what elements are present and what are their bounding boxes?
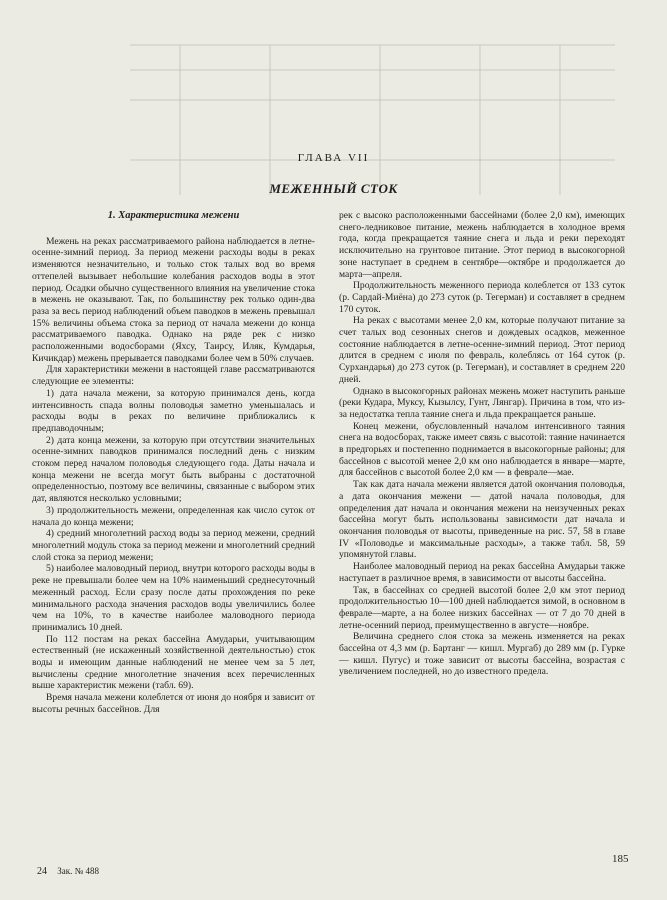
chapter-label: ГЛАВА VII: [297, 152, 370, 164]
paragraph: Время начала межени колеблется от июня до ноября и зависит от высоты речных бассейнов. Для: [32, 692, 315, 715]
paragraph: 5) наиболее маловодный период, внутри которого расходы воды в реке не превышали более чем на 10% наименьший среднесуточный меженный расход. Если сразу после даты прохождения по реке минимального расхода значения расходов воды увеличились более чем на 10%, то в качестве наиболее маловодного периода принимались 10 дней.: [32, 563, 315, 633]
paragraph: Конец межени, обусловленный началом интенсивного таяния снега на водосборах, также имеет связь с высотой: таяние начинается в предгорьях и постепенно поднимается в высокогорные районы; для бассейнов с высотой менее 2,0 км оно наблюдается в январе—марте, для бассейнов с высотой более 2,0 км — в феврале—мае.: [339, 420, 625, 479]
paragraph: По 112 постам на реках бассейна Амударьи, учитывающим естественный (не искаженный хозяйственной деятельностью) сток воды и имеющим данные наблюдений не менее чем за 5 лет, вычислены средние многолетние значения всех перечисленных выше характеристик межени (табл. 69).: [32, 633, 315, 692]
paragraph: На реках с высотами менее 2,0 км, которые получают питание за счет талых вод сезонных снегов и дождевых осадков, меженное состояние наблюдается в летне-осенне-зимний период. Этот период длится в среднем с июля по февраль, колеблясь от 164 суток (р. Сурхандарья) до 273 суток (р. Тегерман), и составляет в среднем 220 дней.: [339, 315, 625, 385]
order-number: Зак. № 488: [57, 866, 99, 876]
paragraph: Наиболее маловодный период на реках бассейна Амударьи также наступает в различное время, в зависимости от высоты бассейна.: [339, 561, 625, 584]
paragraph: рек с высоко расположенными бассейнами (более 2,0 км), имеющих снего-ледниковое питание, межень наблюдается в холодное время года, когда прекращается таяние снега и льда и реки переходят исключительно на грунтовое питание. Этот период в высокогорной зоне наступает в среднем в сентябре—октябре и продолжается до марта—апреля.: [339, 210, 625, 280]
left-column: [32, 208, 315, 716]
paragraph: Продолжительность меженного периода колеблется от 133 суток (р. Сардай-Миёна) до 273 суток (р. Тегерман) и составляет в среднем 170 суток.: [339, 280, 625, 315]
page-number: 185: [612, 853, 629, 865]
right-column: [339, 210, 625, 678]
paragraph: Величина среднего слоя стока за межень изменяется на реках бассейна от 4,3 мм (р. Бартанг — кишл. Мургаб) до 289 мм (р. Гурке — кишл. Пугус) и тоже зависит от высоты бассейна, возрастая с увеличением последней, но до известного предела.: [339, 631, 625, 678]
show-through-table-ghost: [120, 0, 620, 195]
paragraph: 4) средний многолетний расход воды за период межени, средний многолетний модуль стока за период межени и многолетний средний слой стока за период межени;: [32, 528, 315, 563]
paragraph: Так как дата начала межени является датой окончания половодья, а дата окончания межени — датой начала половодья, для определения дат начала и окончания межени на неизученных реках бассейна могут быть использованы зависимости дат начала и окончания половодья от высоты, приведенные на рис. 57, 58 в главе IV «Половодье и максимальные расходы», а также табл. 58, 59 упомянутой главы.: [339, 479, 625, 561]
printer-footer: [37, 866, 99, 877]
chapter-title: МЕЖЕННЫЙ СТОК: [269, 181, 398, 196]
paragraph: 3) продолжительность межени, определенная как число суток от начала до конца межени;: [32, 504, 315, 528]
paragraph: 1) дата начала межени, за которую принимался день, когда интенсивность спада волны половодья заметно уменьшалась и расходы воды в реках по величине приближались к предпаводочным;: [32, 387, 315, 434]
signature-mark: 24: [37, 866, 47, 877]
paragraph: Однако в высокогорных районах межень может наступить раньше (реки Кудара, Муксу, Кызылсу, Гунт, Лянгар). Причина в том, что из-за недостатка тепла таяние снега и льда прекращается раньше.: [339, 385, 625, 420]
paragraph: Межень на реках рассматриваемого района наблюдается в летне-осенне-зимний период. За период межени расходы воды в реках изменяются незначительно, и только сток талых вод во время оттепелей вызывает небольшие колебания расходов воды в этот период. Осадки обычно существенного влияния на увеличение стока в межень не оказывают. Так, по большинству рек только один-два раза за весь период наблюдений объем паводков в межень превышал 15% величины объема стока за период от начала межени до конца рассматриваемого паводка. Однако на ряде рек с низко расположенными водосборами (Яхсу, Таирсу, Иляк, Кумдарья, Кичикдар) межень прерывается паводками более чем в 50% случаев.: [32, 235, 315, 364]
paragraph: Так, в бассейнах со средней высотой более 2,0 км этот период продолжительностью 10—100 дней наблюдается зимой, в основном в феврале—марте, а на более низких бассейнах — от 7 до 70 дней в летне-осенний период, преимущественно в августе—ноябре.: [339, 584, 625, 631]
section-heading: 1. Характеристика межени: [107, 210, 240, 221]
paragraph: Для характеристики межени в настоящей главе рассматриваются следующие ее элементы:: [32, 364, 315, 388]
paragraph: 2) дата конца межени, за которую при отсутствии значительных осенне-зимних паводков принимался последний день с низким стоком перед началом половодья следующего года. Даты начала и конца межени не всегда могут быть выбраны с достаточной определенностью, поэтому все величины, связанные с выбором этих дат, являются несколько условными;: [32, 434, 315, 505]
